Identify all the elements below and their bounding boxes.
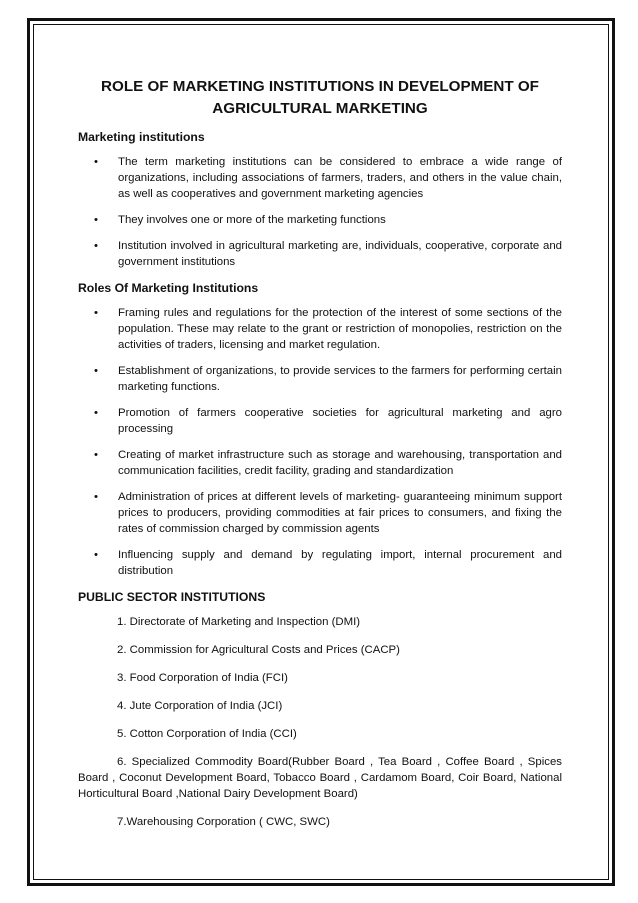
bullet-icon: • xyxy=(94,156,98,168)
bullet-icon: • xyxy=(94,214,98,226)
bullet-icon: • xyxy=(94,491,98,503)
list-item: • Creating of market infrastructure such as storage and warehousing, transportation and communication facilities, credit facility, grading and standardization xyxy=(94,449,562,477)
list-item: • Promotion of farmers cooperative societies for agricultural marketing and agro processing xyxy=(94,407,562,435)
list-item: • They involves one or more of the marketing functions xyxy=(94,214,386,226)
institution-entry: 6. Specialized Commodity Board(Rubber Board , Tea Board , Coffee Board , Spices Board , Coconut Development Board, Tobacco Board , Cardamom Board, Coir Board, National Horticultural Board ,National Dairy Development Board) xyxy=(78,756,562,800)
list-item: • Administration of prices at different levels of marketing- guaranteeing minimum support prices to producers, providing commodities at fair prices to consumers, and fixing the rates of commission charged by commission agents xyxy=(94,491,562,535)
list-item: • Influencing supply and demand by regulating import, internal procurement and distribution xyxy=(94,549,562,577)
bullet-icon: • xyxy=(94,307,98,319)
bullet-icon: • xyxy=(94,407,98,419)
list-item: • The term marketing institutions can be considered to embrace a wide range of organizations, including associations of farmers, traders, and others in the value chain, as well as cooperatives and government marketing agencies xyxy=(94,156,562,200)
bullet-icon: • xyxy=(94,449,98,461)
institution-entry: 5. Cotton Corporation of India (CCI) xyxy=(117,728,297,740)
institution-entry: 1. Directorate of Marketing and Inspection (DMI) xyxy=(117,616,361,628)
institution-entry: 7.Warehousing Corporation ( CWC, SWC) xyxy=(117,816,330,828)
institution-entry: 4. Jute Corporation of India (JCI) xyxy=(117,700,283,712)
institution-entry: 2. Commission for Agricultural Costs and Prices (CACP) xyxy=(117,644,400,656)
heading-marketing-institutions: Marketing institutions xyxy=(78,130,205,144)
roles-list xyxy=(78,305,562,579)
list-item: • Establishment of organizations, to provide services to the farmers for performing certain marketing functions. xyxy=(94,365,562,393)
marketing-institutions-list xyxy=(78,154,562,270)
institution-entry: 3. Food Corporation of India (FCI) xyxy=(117,672,288,684)
document-title: ROLE OF MARKETING INSTITUTIONS IN DEVELOPMENT OF AGRICULTURAL MARKETING xyxy=(101,78,539,117)
list-item: • Institution involved in agricultural marketing are, individuals, cooperative, corporate and government institutions xyxy=(94,240,562,268)
bullet-icon: • xyxy=(94,240,98,252)
bullet-icon: • xyxy=(94,549,98,561)
list-item: • Framing rules and regulations for the protection of the interest of some sections of the population. These may relate to the grant or restriction of monopolies, restriction on the activities of traders, licensing and market regulation. xyxy=(94,307,562,351)
bullet-icon: • xyxy=(94,365,98,377)
heading-public-sector: PUBLIC SECTOR INSTITUTIONS xyxy=(78,590,266,604)
heading-roles: Roles Of Marketing Institutions xyxy=(78,281,259,295)
document-body xyxy=(78,76,562,842)
